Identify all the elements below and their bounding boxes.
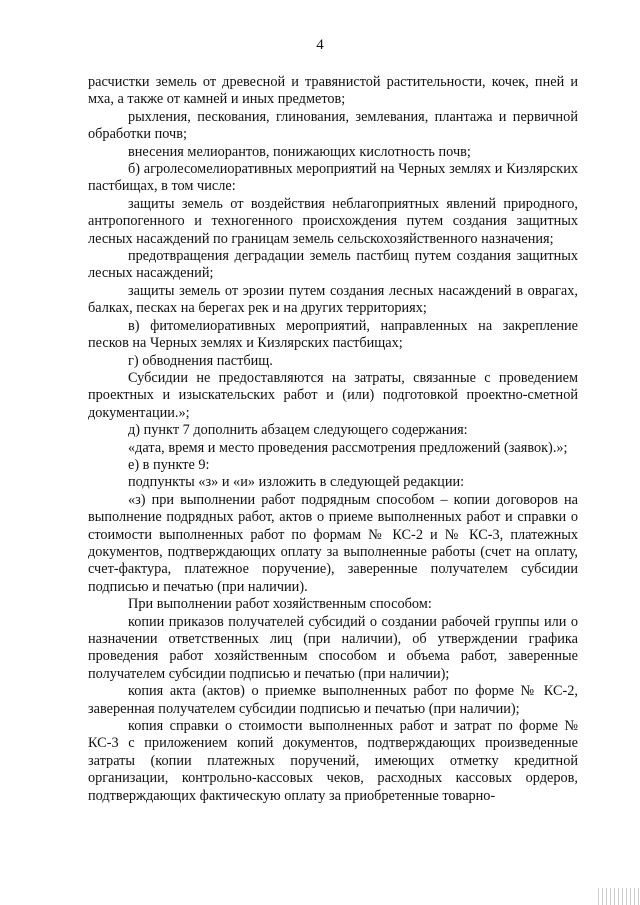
paragraph: копии приказов получателей субсидий о создании рабочей группы или о назначении ответственных лиц (при наличии), об утверждении графика проведения работ хозяйственным способом и объема работ, заверенные получателем субсидии подписью и печатью (при наличии);	[88, 613, 578, 682]
paragraph: копия акта (актов) о приемке выполненных работ по форме № КС-2, заверенная получателем субсидии подписью и печатью (при наличии);	[88, 683, 578, 717]
paragraph: д) пункт 7 дополнить абзацем следующего содержания:	[128, 422, 468, 439]
paragraph: Субсидии не предоставляются на затраты, связанные с проведением проектных и изыскательских работ и (или) подготовкой проектно-сметной документации.»;	[88, 369, 578, 421]
scan-edge-artifact	[598, 888, 640, 905]
page-number: 4	[316, 37, 324, 53]
paragraph: копия справки о стоимости выполненных работ и затрат по форме № КС-3 с приложением копий документов, подтверждающих произведенные затраты (копии платежных поручений, имеющих отметку кредитной организации, контрольно-кассовых чеков, расходных кассовых ордеров, подтверждающих фактическую оплату за приобретенные товарно-	[88, 718, 578, 804]
paragraph: г) обводнения пастбищ.	[128, 352, 273, 369]
paragraph: «з) при выполнении работ подрядным способом – копии договоров на выполнение подрядных работ, актов о приеме выполненных работ и справки о стоимости выполненных работ по формам № КС-2 и № КС-3, платежных документов, подтверждающих оплату за выполненные работы (счет на оплату, счет-фактура, платежное поручение), заверенные получателем субсидии подписью и печатью (при наличии).	[88, 491, 578, 595]
paragraph: б) агролесомелиоративных мероприятий на Черных землях и Кизлярских пастбищах, в том числе:	[88, 161, 578, 195]
paragraph: При выполнении работ хозяйственным способом:	[128, 596, 432, 613]
paragraph: защиты земель от воздействия неблагоприятных явлений природного, антропогенного и техногенного происхождения путем создания защитных лесных насаждений по границам земель сельскохозяйственного назначения;	[88, 195, 578, 247]
paragraph: подпункты «з» и «и» изложить в следующей редакции:	[128, 474, 465, 491]
document-body	[88, 74, 578, 805]
paragraph: расчистки земель от древесной и травянистой растительности, кочек, пней и мха, а также от камней и иных предметов;	[88, 74, 578, 108]
paragraph: «дата, время и место проведения рассмотрения предложений (заявок).»;	[128, 439, 568, 456]
paragraph: рыхления, пескования, глинования, землевания, плантажа и первичной обработки почв;	[88, 108, 578, 143]
paragraph: защиты земель от эрозии путем создания лесных насаждений в оврагах, балках, песках на берегах рек и на других территориях;	[88, 282, 578, 317]
paragraph: в) фитомелиоративных мероприятий, направленных на закрепление песков на Черных землях и Кизлярских пастбищах;	[88, 317, 578, 352]
paragraph: предотвращения деградации земель пастбищ путем создания защитных лесных насаждений;	[88, 248, 578, 282]
paragraph: внесения мелиорантов, понижающих кислотность почв;	[128, 143, 471, 160]
paragraph: е) в пункте 9:	[128, 456, 210, 473]
